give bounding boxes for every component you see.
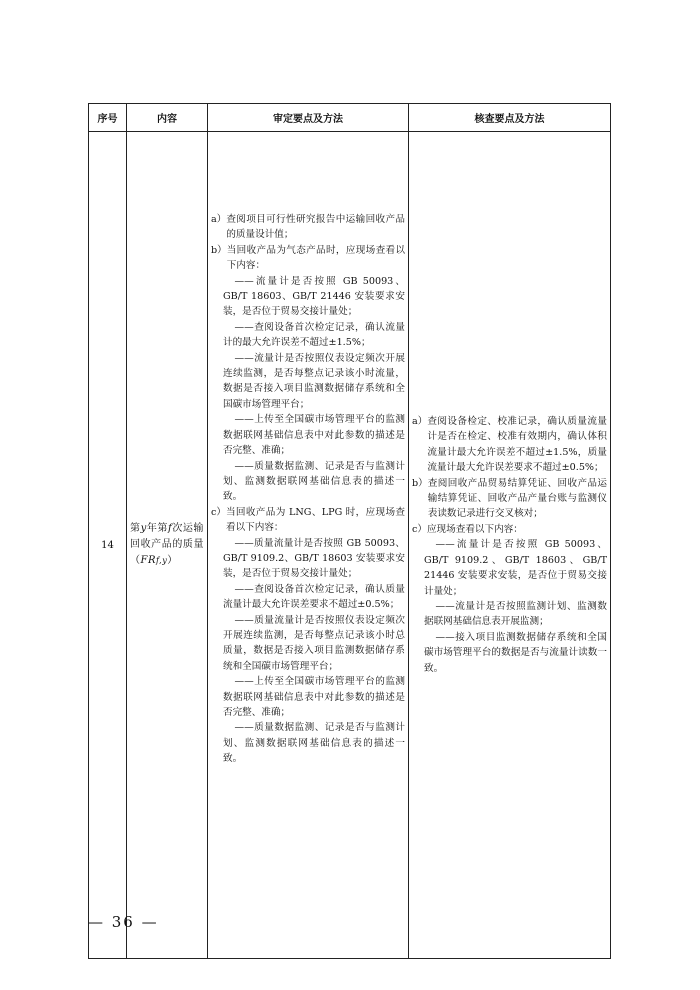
dash-item [412,599,607,630]
content-var-y: y [140,523,147,534]
content-fr-subscript: f,y [155,556,168,565]
review-methods-cell [208,132,409,959]
dash-item [211,613,405,675]
dash-text: ——质量流量计是否按照 GB 50093、GB/T 9109.2、GB/T 18603 安装要求安装，是否位于贸易交接计量处； [223,537,405,580]
dash-text: ——接入项目监测数据储存系统和全国碳市场管理平台的数据是否与流量计读数一致。 [424,631,607,674]
header-no: 序号 [89,104,127,132]
dash-item [412,630,607,676]
list-text: 查阅设备检定、校准记录，确认质量流量计是否在检定、校准有效期内，确认体积流量计最大允许误差不超过±1.5%，质量流量计最大允许误差要求不超过±0.5%； [427,416,607,474]
row-content [127,132,208,959]
list-text: 查阅项目可行性研究报告中运输回收产品的质量设计值； [226,214,405,241]
list-item [211,212,405,243]
header-verify: 核查要点及方法 [409,104,611,132]
dash-text: ——上传至全国碳市场管理平台的监测数据联网基础信息表中对此参数的描述是否完整、准确； [223,414,405,457]
list-item [412,522,607,537]
content-mid1: 年第 [146,523,169,534]
dash-item [211,274,405,320]
list-marker: a） [211,214,227,225]
list-marker: c） [412,523,427,535]
dash-item [211,320,405,351]
dash-item [211,536,405,582]
list-marker: a） [412,416,428,428]
dash-text: ——质量流量计是否按照仪表设定频次开展连续监测，是否每整点记录该小时总质量，数据是否接入项目监测数据储存系统和全国碳市场管理平台； [223,614,405,672]
dash-item [211,459,405,505]
list-marker: c） [211,506,226,518]
list-text: 应现场查看以下内容： [426,523,523,535]
dash-item [211,674,405,720]
review-table [88,103,611,959]
list-item [211,243,405,274]
dash-text: ——流量计是否按照 GB 50093、GB/T 18603、GB/T 21446 安装要求安装，是否位于贸易交接计量处； [223,275,405,318]
table-row [89,132,611,959]
content-post: ） [167,555,178,566]
dash-text: ——流量计是否按照监测计划、监测数据联网基础信息表开展监测； [424,600,607,628]
dash-text: ——流量计是否按照 GB 50093、GB/T 9109.2、GB/T 18603、GB/T 21446 安装要求安装，是否位于贸易交接计量处； [424,539,607,597]
dash-item [211,412,405,458]
dash-text: ——质量数据监测、记录是否与监测计划、监测数据联网基础信息表的描述一致。 [223,722,405,765]
list-item [211,505,405,536]
content-pre: 第 [130,523,141,534]
list-item [412,476,607,522]
page-number: — 36 — [88,913,159,931]
content-fr-symbol: FR [140,555,156,566]
dash-item [211,582,405,613]
list-marker: b） [412,477,428,489]
document-page [88,103,610,959]
verify-list [412,414,607,676]
header-review: 审定要点及方法 [208,104,409,132]
dash-text: ——查阅设备首次检定记录，确认质量流量计最大允许误差要求不超过±0.5%； [223,583,405,611]
list-text: 查阅回收产品贸易结算凭证、回收产品运输结算凭证、回收产品产量台账与监测仪表读数记录进行交叉核对； [427,477,607,520]
verify-methods-cell [409,132,611,959]
list-marker: b） [211,244,227,256]
table-header-row [89,104,611,132]
dash-text: ——流量计是否按照仪表设定频次开展连续监测，是否每整点记录该小时流量，数据是否接入项目监测数据储存系统和全国碳市场管理平台； [223,352,405,410]
header-content: 内容 [127,104,208,132]
row-number: 14 [89,132,127,959]
list-text: 当回收产品为 LNG、LPG 时，应现场查看以下内容： [225,506,405,534]
dash-item [412,537,607,599]
list-text: 当回收产品为气态产品时，应现场查看以下内容： [226,244,405,272]
dash-text: ——查阅设备首次检定记录，确认流量计的最大允许误差不超过±1.5%； [223,321,405,349]
content-mid2: 次运输回收产品的质量（ [130,523,205,566]
review-list [211,212,405,767]
content-var-f: f [168,523,173,534]
list-item [412,414,607,476]
dash-text: ——质量数据监测、记录是否与监测计划、监测数据联网基础信息表的描述一致。 [223,460,405,503]
dash-text: ——上传至全国碳市场管理平台的监测数据联网基础信息表中对此参数的描述是否完整、准确； [223,676,405,718]
dash-item [211,351,405,413]
dash-item [211,720,405,766]
